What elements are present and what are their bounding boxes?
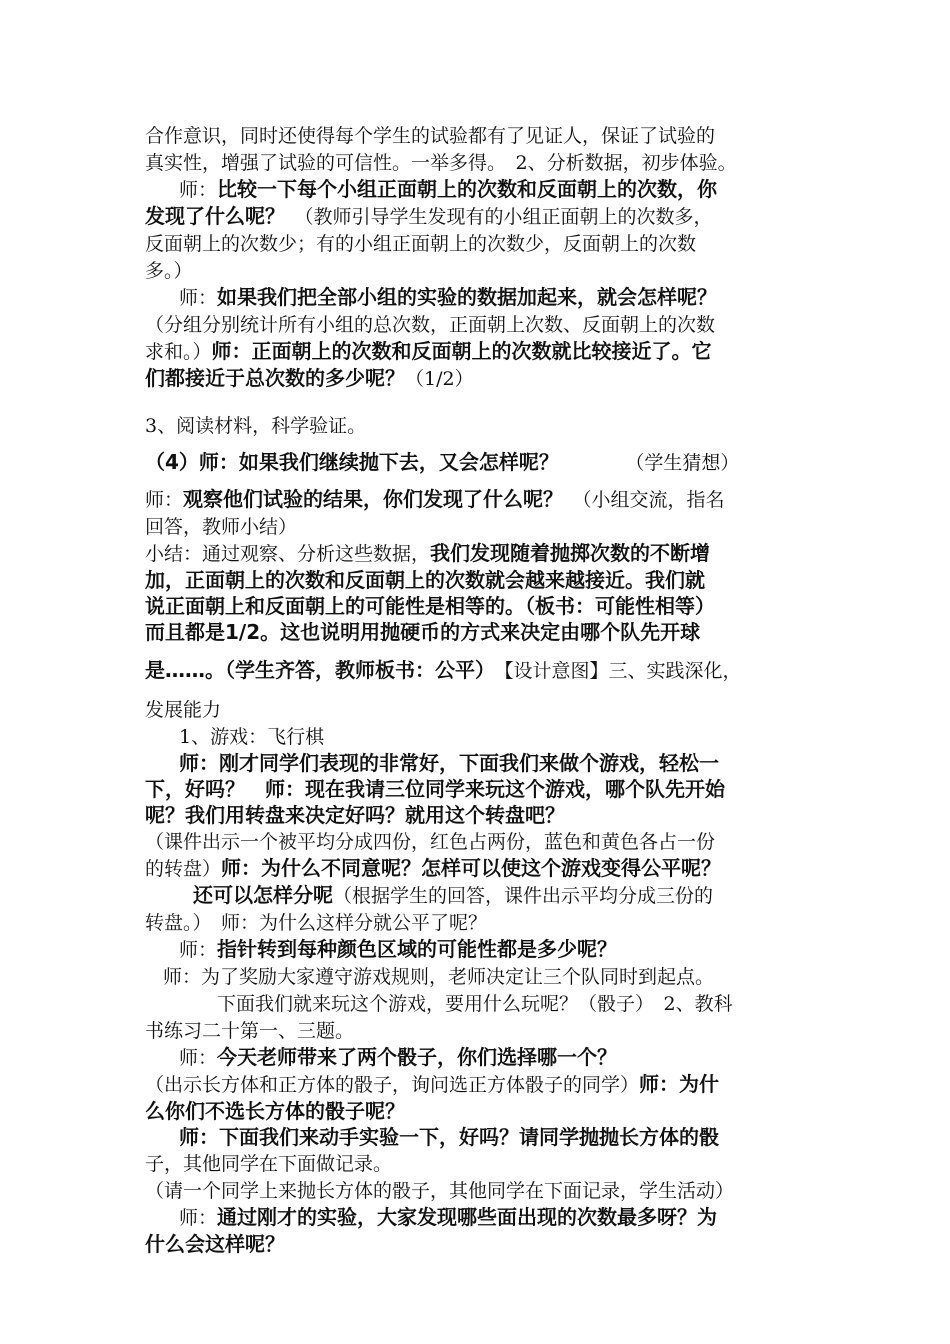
text-run: 1、游戏：飞行棋 [179, 726, 325, 748]
text-line [145, 1098, 817, 1124]
text-line [145, 203, 817, 230]
text-line [145, 284, 817, 311]
text-line [145, 338, 817, 365]
bold-text-run: 观察他们试验的结果，你们发现了什么呢？ [183, 487, 564, 511]
text-run: 求和。） [145, 341, 212, 363]
text-run: 师： [179, 179, 218, 201]
text-line [145, 936, 817, 963]
bold-text-run: 下，好吗？ 师：现在我请三位同学来玩这个游戏，哪个队先开始 [145, 777, 725, 801]
text-line [145, 1150, 817, 1177]
bold-text-run: 么你们不选长方体的骰子呢？ [145, 1099, 405, 1123]
bold-text-run: 是……。（学生齐答，教师板书：公平） [145, 658, 485, 682]
text-line [145, 619, 817, 645]
document-page [145, 122, 817, 1257]
bold-text-run: 我们发现随着抛掷次数的不断增 [430, 541, 711, 565]
text-line [145, 567, 817, 593]
bold-text-run: 呢？我们用转盘来决定好吗？就用这个转盘吧？ [145, 803, 565, 827]
text-line [145, 1124, 817, 1150]
bold-text-run: 比较一下每个小组正面朝上的次数和反面朝上的次数，你 [217, 177, 718, 201]
text-run: 师： [179, 287, 218, 309]
text-run: （1/2） [405, 368, 474, 390]
text-line [145, 990, 817, 1017]
bold-text-run: 们都接近于总次数的多少呢？ [145, 366, 405, 390]
text-run: （请一个同学上来抛长方体的骰子，其他同学在下面记录，学生活动） [145, 1180, 735, 1202]
text-run: 师： [179, 1207, 218, 1229]
text-line [145, 909, 817, 936]
text-line [145, 1177, 817, 1204]
text-line [145, 176, 817, 203]
text-line [145, 802, 817, 828]
text-run: 师：为了奖励大家遵守游戏规则，老师决定让三个队同时到起点。 [163, 966, 715, 988]
text-run: （根据学生的回答，课件出示平均分成三份的 [333, 885, 714, 907]
bold-text-run: （4）师：如果我们继续抛下去，又会怎样呢？ [145, 450, 559, 474]
text-run: 【设计意图】三、实践深化， [485, 660, 742, 682]
bold-text-run: 师：刚才同学们表现的非常好，下面我们来做个游戏，轻松一 [179, 751, 719, 775]
text-run: 回答，教师小结） [145, 516, 298, 538]
text-run: 的转盘） [145, 858, 222, 880]
bold-text-run: 如果我们把全部小组的实验的数据加起来，就会怎样呢？ [217, 285, 718, 309]
text-line [145, 593, 817, 619]
text-run: （课件出示一个被平均分成四份，红色占两份，蓝色和黄色各占一份 [145, 831, 716, 853]
text-line [145, 1231, 817, 1257]
text-line [145, 122, 817, 149]
text-line [145, 1044, 817, 1071]
text-line [145, 540, 817, 567]
text-line [145, 696, 817, 723]
text-run: 下面我们就来玩这个游戏，要用什么玩呢？（骰子） 2、教科 [217, 993, 733, 1015]
text-line [145, 365, 817, 392]
text-run: 合作意识，同时还使得每个学生的试验都有了见证人，保证了试验的 [145, 125, 716, 147]
bold-text-run: 通过刚才的实验，大家发现哪些面出现的次数最多呀？为 [217, 1205, 718, 1229]
text-run: 转盘。） 师：为什么这样分就公平了呢？ [145, 912, 488, 934]
text-run: 反面朝上的次数少；有的小组正面朝上的次数少，反面朝上的次数 [145, 233, 697, 255]
bold-text-run: 指针转到每种颜色区域的可能性都是多少呢？ [217, 937, 618, 961]
bold-text-run: 师：为什么不同意呢？怎样可以使这个游戏变得公平呢？ [221, 856, 722, 880]
text-run: 发展能力 [145, 699, 222, 721]
bold-text-run: 师：正面朝上的次数和反面朝上的次数就比较接近了。它 [211, 339, 712, 363]
text-line [145, 855, 817, 882]
text-line [145, 1017, 817, 1044]
text-line [145, 257, 817, 284]
text-run: （学生猜想） [558, 452, 740, 474]
text-line [145, 486, 817, 513]
bold-text-run: 还可以怎样分呢 [193, 883, 333, 907]
text-run: 小结：通过观察、分析这些数据， [145, 543, 431, 565]
bold-text-run: 加，正面朝上的次数和反面朝上的次数就会越来越接近。我们就 [145, 568, 705, 592]
bold-text-run: 而且都是1/2。这也说明用抛硬币的方式来决定由哪个队先开球 [145, 620, 701, 644]
text-line [145, 1204, 817, 1231]
text-line [145, 723, 817, 750]
text-line [145, 412, 817, 439]
text-line [145, 513, 817, 540]
text-run: （小组交流，指名 [563, 489, 725, 511]
text-run: 书练习二十第一、三题。 [145, 1020, 355, 1042]
text-line [145, 963, 817, 990]
text-run: 师： [179, 1047, 218, 1069]
text-line [145, 828, 817, 855]
text-run: （分组分别统计所有小组的总次数，正面朝上次数、反面朝上的次数 [145, 314, 716, 336]
bold-text-run: 说正面朝上和反面朝上的可能性是相等的。（板书：可能性相等） [145, 594, 715, 618]
bold-text-run: 什么会这样呢？ [145, 1232, 285, 1256]
bold-text-run: 师：下面我们来动手实验一下，好吗？请同学抛抛长方体的骰 [179, 1125, 719, 1149]
text-line [145, 1071, 817, 1098]
text-line [145, 776, 817, 802]
text-line [145, 882, 817, 909]
bold-text-run: 师：为什 [639, 1072, 720, 1096]
text-line [145, 657, 817, 684]
text-run: 子，其他同学在下面做记录。 [145, 1153, 393, 1175]
text-run: 3、阅读材料，科学验证。 [145, 415, 367, 437]
text-run: （教师引导学生发现有的小组正面朝上的次数多， [285, 206, 713, 228]
text-run: 真实性，增强了试验的可信性。一举多得。 2、分析数据，初步体验。 [145, 152, 737, 174]
text-run: 师： [145, 489, 184, 511]
text-line [145, 311, 817, 338]
text-run: 多。） [145, 260, 193, 282]
text-run: 师： [179, 939, 218, 961]
bold-text-run: 今天老师带来了两个骰子，你们选择哪一个？ [217, 1045, 618, 1069]
bold-text-run: 发现了什么呢？ [145, 204, 285, 228]
text-line [145, 750, 817, 776]
text-line [145, 449, 817, 476]
text-line [145, 230, 817, 257]
text-line [145, 149, 817, 176]
text-run: （出示长方体和正方体的骰子，询问选正方体骰子的同学） [145, 1074, 640, 1096]
